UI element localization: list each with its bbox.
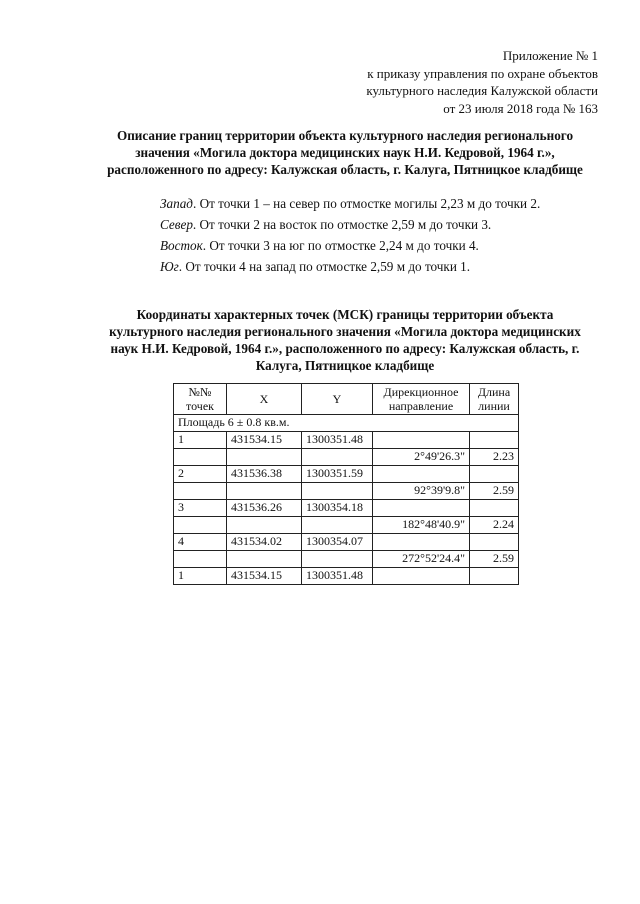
line-length: 2.23 bbox=[470, 449, 519, 466]
coord-x: 431534.15 bbox=[227, 568, 302, 585]
line-length: 2.59 bbox=[470, 483, 519, 500]
direction-label: Юг bbox=[160, 259, 179, 274]
area-value: Площадь 6 ± 0.8 кв.м. bbox=[174, 415, 519, 432]
table-row bbox=[174, 500, 519, 517]
coord-y: 1300354.07 bbox=[302, 534, 373, 551]
header-text: линии bbox=[478, 399, 510, 413]
coord-x: 431536.26 bbox=[227, 500, 302, 517]
col-header-x: X bbox=[227, 384, 302, 415]
direction-angle: 182°48'40.9" bbox=[373, 517, 470, 534]
table-header-row bbox=[174, 384, 519, 415]
direction-angle bbox=[373, 568, 470, 585]
line-length bbox=[470, 432, 519, 449]
direction-label: Восток bbox=[160, 238, 203, 253]
direction-angle bbox=[373, 534, 470, 551]
line-length bbox=[470, 568, 519, 585]
description-text: . От точки 2 на восток по отмостке 2,59 м до точки 3. bbox=[192, 217, 492, 232]
table-row bbox=[174, 568, 519, 585]
appendix-header bbox=[366, 47, 598, 117]
coord-y: 1300354.18 bbox=[302, 500, 373, 517]
direction-label: Запад bbox=[160, 196, 193, 211]
table-row bbox=[174, 551, 519, 568]
direction-angle bbox=[373, 466, 470, 483]
description-text: . От точки 1 – на север по отмостке могилы 2,23 м до точки 2. bbox=[192, 196, 541, 211]
direction-angle: 272°52'24.4" bbox=[373, 551, 470, 568]
col-header-direction bbox=[373, 384, 470, 415]
description-text: . От точки 4 на запад по отмостке 2,59 м до точки 1. bbox=[178, 259, 471, 274]
point-number: 2 bbox=[174, 466, 227, 483]
coord-y: 1300351.48 bbox=[302, 432, 373, 449]
header-text: №№ bbox=[188, 385, 212, 399]
point-number: 1 bbox=[174, 568, 227, 585]
boundary-description bbox=[160, 193, 540, 277]
coord-x: 431534.15 bbox=[227, 432, 302, 449]
direction-angle: 92°39'9.8" bbox=[373, 483, 470, 500]
point-number bbox=[174, 517, 227, 534]
coord-x bbox=[227, 551, 302, 568]
coord-y: 1300351.59 bbox=[302, 466, 373, 483]
coord-x: 431536.38 bbox=[227, 466, 302, 483]
coord-x bbox=[227, 449, 302, 466]
coord-x bbox=[227, 483, 302, 500]
point-number bbox=[174, 483, 227, 500]
direction-angle bbox=[373, 432, 470, 449]
description-line-west bbox=[160, 193, 540, 214]
description-line-south bbox=[160, 256, 540, 277]
direction-angle: 2°49'26.3" bbox=[373, 449, 470, 466]
point-number bbox=[174, 551, 227, 568]
header-text: точек bbox=[186, 399, 214, 413]
line-length bbox=[470, 500, 519, 517]
header-text: Дирекционное bbox=[383, 385, 459, 399]
description-line-north bbox=[160, 214, 540, 235]
table-row bbox=[174, 483, 519, 500]
order-authority: культурного наследия Калужской области bbox=[366, 83, 598, 98]
col-header-y: Y bbox=[302, 384, 373, 415]
coord-x bbox=[227, 517, 302, 534]
boundary-description-title: Описание границ территории объекта культурного наследия регионального значения «Могила доктора медицинских наук Н.И. Кедровой, 1964 г.», расположенного по адресу: Калужская область, г. Калуга, Пятницкое кладбище bbox=[107, 128, 583, 177]
coord-y bbox=[302, 449, 373, 466]
col-header-length bbox=[470, 384, 519, 415]
direction-label: Север bbox=[160, 217, 193, 232]
col-header-point-number bbox=[174, 384, 227, 415]
order-date: от 23 июля 2018 года № 163 bbox=[443, 100, 598, 116]
area-row bbox=[174, 415, 519, 432]
line-length: 2.59 bbox=[470, 551, 519, 568]
line-length: 2.24 bbox=[470, 517, 519, 534]
coord-y bbox=[302, 551, 373, 568]
coordinates-title: Координаты характерных точек (МСК) границы территории объекта культурного наследия регионального значения «Могила доктора медицинских наук Н.И. Кедровой, 1964 г.», расположенного по адресу: Калужская область, г. Калуга, Пятницкое кладбище bbox=[109, 307, 581, 373]
coordinates-table bbox=[173, 383, 519, 585]
table-row bbox=[174, 466, 519, 483]
order-reference: к приказу управления по охране объектов bbox=[367, 65, 598, 81]
point-number: 1 bbox=[174, 432, 227, 449]
coord-x: 431534.02 bbox=[227, 534, 302, 551]
coord-y bbox=[302, 483, 373, 500]
line-length bbox=[470, 534, 519, 551]
point-number: 4 bbox=[174, 534, 227, 551]
table-row bbox=[174, 432, 519, 449]
header-text: Длина bbox=[477, 385, 511, 399]
line-length bbox=[470, 466, 519, 483]
direction-angle bbox=[373, 500, 470, 517]
coord-y bbox=[302, 517, 373, 534]
table-row bbox=[174, 517, 519, 534]
description-line-east bbox=[160, 235, 540, 256]
point-number bbox=[174, 449, 227, 466]
description-text: . От точки 3 на юг по отмостке 2,24 м до точки 4. bbox=[202, 238, 479, 253]
table-row bbox=[174, 449, 519, 466]
header-text: направление bbox=[388, 399, 454, 413]
table-row bbox=[174, 534, 519, 551]
coord-y: 1300351.48 bbox=[302, 568, 373, 585]
point-number: 3 bbox=[174, 500, 227, 517]
appendix-number: Приложение № 1 bbox=[502, 48, 598, 63]
